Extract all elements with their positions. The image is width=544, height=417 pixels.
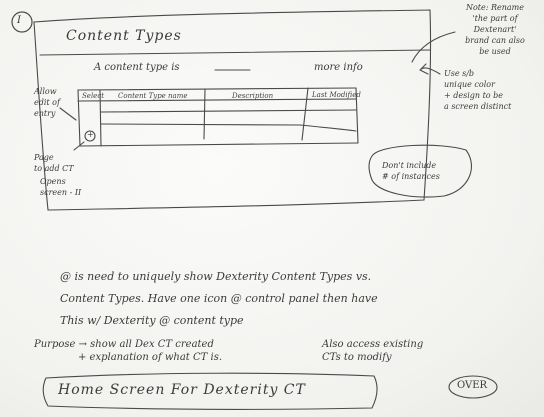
col-divider-2 bbox=[204, 89, 205, 139]
table-top bbox=[78, 88, 356, 90]
page-marker: I bbox=[17, 15, 21, 26]
page-to-add-note: Page to add CT bbox=[34, 153, 74, 173]
table-left bbox=[78, 90, 80, 146]
footer-title: Home Screen For Dexterity CT bbox=[58, 382, 306, 398]
note-arrow bbox=[412, 32, 455, 62]
table-bottom bbox=[80, 143, 358, 146]
page-marker-circle bbox=[12, 12, 32, 32]
row-line-2 bbox=[101, 124, 356, 131]
allow-edit-arrow bbox=[60, 108, 76, 120]
page-title: Content Types bbox=[66, 28, 182, 44]
header-line-lead: A content type is bbox=[94, 62, 180, 73]
col-divider-3 bbox=[302, 88, 308, 140]
main-note: @ is need to uniquely show Dexterity Content Types vs. Content Types. Have one icon @ control panel then have This w/ Dexterity @ content type bbox=[60, 270, 378, 327]
allow-edit-note: Allow edit of entry bbox=[34, 87, 60, 118]
title-separator bbox=[40, 50, 430, 55]
opens-screen-note: Opens screen - II bbox=[40, 177, 82, 197]
use-styles-note: Use s/b unique color + design to be a screen distinct bbox=[444, 69, 512, 111]
dont-include-note: Don't include # of instances bbox=[382, 161, 440, 181]
purpose-note: Purpose → show all Dex CT created + explanation of what CT is. bbox=[34, 339, 223, 363]
column-header-select: Select bbox=[82, 92, 105, 100]
also-access-note: Also access existing CTs to modify bbox=[322, 339, 424, 363]
column-header-description: Description bbox=[232, 92, 274, 100]
over-badge[interactable]: OVER bbox=[457, 380, 488, 391]
row-line-1 bbox=[101, 110, 356, 112]
column-header-name: Content Type name bbox=[118, 92, 188, 100]
add-row-plus[interactable]: + bbox=[87, 130, 94, 139]
column-header-last-modified: Last Modified bbox=[312, 91, 361, 99]
top-right-note: Note: Rename 'the part of Dextenart' brand can also be used bbox=[465, 3, 525, 56]
header-line-tail: more info bbox=[314, 62, 363, 73]
